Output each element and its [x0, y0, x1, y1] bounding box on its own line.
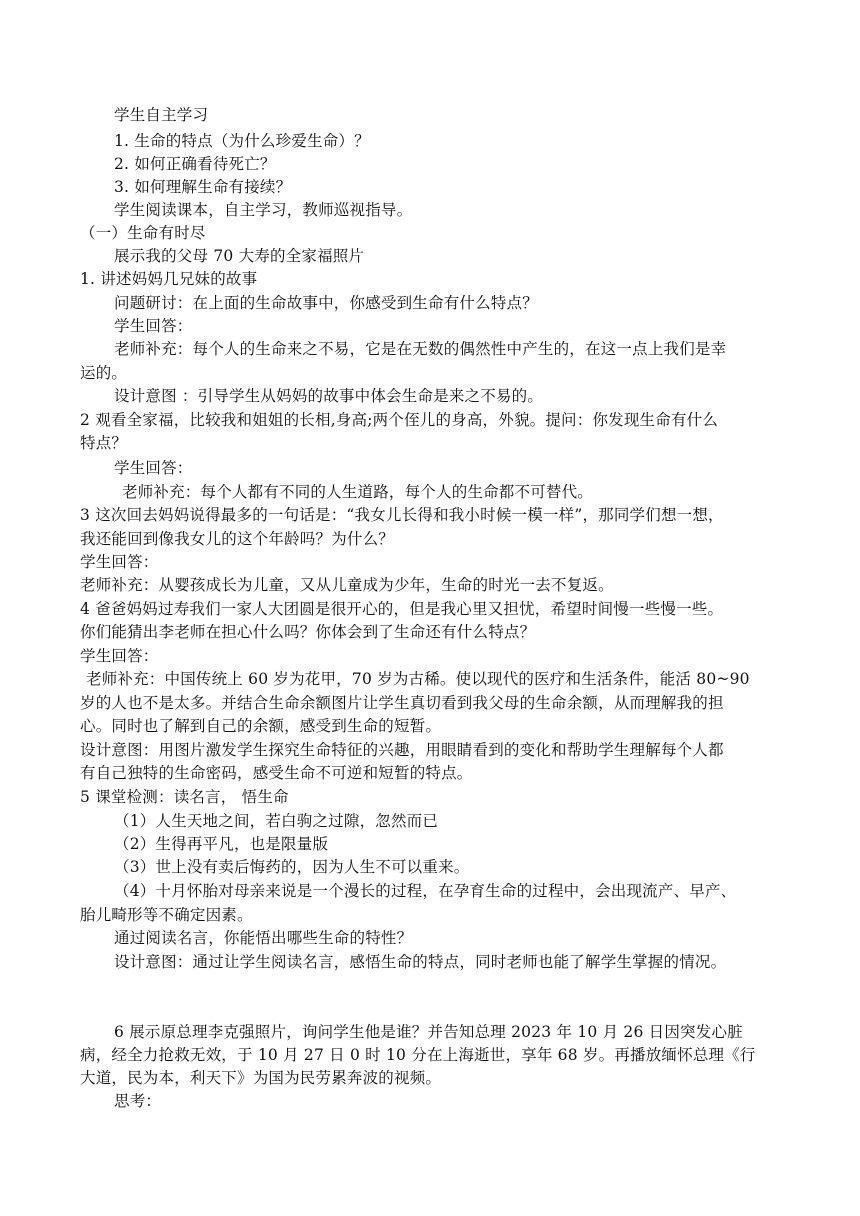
quote-item: （1）人生天地之间，若白驹之过隙，忽然而已 [114, 812, 439, 830]
paragraph-line: 展示我的父母 70 大寿的全家福照片 [114, 247, 365, 265]
paragraph-line: 老师补充：从婴孩成长为儿童，又从儿童成为少年，生命的时光一去不复返。 [80, 576, 614, 594]
numbered-item: 1. 讲述妈妈几兄妹的故事 [80, 270, 258, 288]
paragraph-line: 你们能猜出李老师在担心什么吗？你体会到了生命还有什么特点？ [80, 623, 536, 641]
paragraph-line: 问题研讨：在上面的生命故事中，你感受到生命有什么特点？ [114, 294, 538, 312]
paragraph-line: 特点？ [80, 434, 128, 452]
paragraph-line: 思考： [114, 1092, 162, 1110]
quote-item: （2）生得再平凡，也是限量版 [114, 835, 329, 853]
paragraph-line: 学生回答： [114, 459, 193, 477]
numbered-item: 4 爸爸妈妈过寿我们一家人大团圆是很开心的，但是我心里又担忧，希望时间慢一些慢一些。 [80, 600, 724, 618]
paragraph-line: 心。同时也了解到自己的余额，感受到生命的短暂。 [80, 717, 442, 735]
question-item: 2. 如何正确看待死亡？ [114, 155, 276, 173]
paragraph-line: 学生阅读课本，自主学习，教师巡视指导。 [114, 201, 413, 219]
paragraph-line: 胎儿畸形等不确定因素。 [80, 906, 253, 924]
paragraph-line: 老师补充：中国传统上 60 岁为花甲，70 岁为古稀。使以现代的医疗和生活条件，能活 80~90 [86, 670, 750, 688]
numbered-item: 2 观看全家福，比较我和姐姐的长相,身高;两个侄儿的身高，外貌。提问：你发现生命有什么 [80, 411, 719, 429]
paragraph-line: 老师补充：每个人都有不同的人生道路，每个人的生命都不可替代。 [122, 483, 594, 501]
paragraph-line: 病，经全力抢救无效，于 10 月 27 日 0 时 10 分在上海逝世，享年 68 岁。再播放缅怀总理《行 [80, 1046, 756, 1064]
design-intent: 设计意图 ：引导学生从妈妈的故事中体会生命是来之不易的。 [114, 387, 544, 405]
paragraph-line: 学生回答： [114, 317, 193, 335]
paragraph-line: 运的。 [80, 364, 128, 382]
question-item: 3. 如何理解生命有接续？ [114, 178, 292, 196]
quote-item: （4）十月怀胎对母亲来说是一个漫长的过程，在孕育生命的过程中，会出现流产、早产、 [114, 882, 737, 900]
paragraph-line: 老师补充：每个人的生命来之不易，它是在无数的偶然性中产生的，在这一点上我们是幸 [114, 340, 727, 358]
numbered-item: 3 这次回去妈妈说得最多的一句话是：“我女儿长得和我小时候一模一样”，那同学们想一想， [80, 506, 724, 524]
design-intent: 设计意图：用图片激发学生探究生命特征的兴趣，用眼睛看到的变化和帮助学生理解每个人都 [80, 741, 724, 759]
paragraph-line: 岁的人也不是太多。并结合生命余额图片让学生真切看到我父母的生命余额，从而理解我的担 [80, 694, 724, 712]
question-item: 1. 生命的特点（为什么珍爱生命）？ [114, 132, 370, 150]
paragraph-line: 大道，民为本，利天下》为国为民劳累奔波的视频。 [80, 1069, 442, 1087]
paragraph-line: 我还能回到像我女儿的这个年龄吗？为什么？ [80, 530, 395, 548]
section-heading: （一）生命有时尽 [80, 224, 206, 242]
paragraph-line: 学生回答： [80, 647, 159, 665]
quote-item: （3）世上没有卖后悔药的，因为人生不可以重来。 [114, 858, 470, 876]
paragraph-line: 有自己独特的生命密码，感受生命不可逆和短暂的特点。 [80, 764, 473, 782]
numbered-item: 5 课堂检测：读名言， 悟生命 [80, 788, 289, 806]
paragraph-line: 学生回答： [80, 553, 159, 571]
section-title: 学生自主学习 [114, 106, 209, 124]
paragraph-line: 通过阅读名言，你能悟出哪些生命的特性？ [114, 929, 413, 947]
numbered-item: 6 展示原总理李克强照片，询问学生他是谁？并告知总理 2023 年 10 月 26 日因突发心脏 [114, 1023, 743, 1041]
design-intent: 设计意图：通过让学生阅读名言，感悟生命的特点，同时老师也能了解学生掌握的情况。 [114, 953, 727, 971]
